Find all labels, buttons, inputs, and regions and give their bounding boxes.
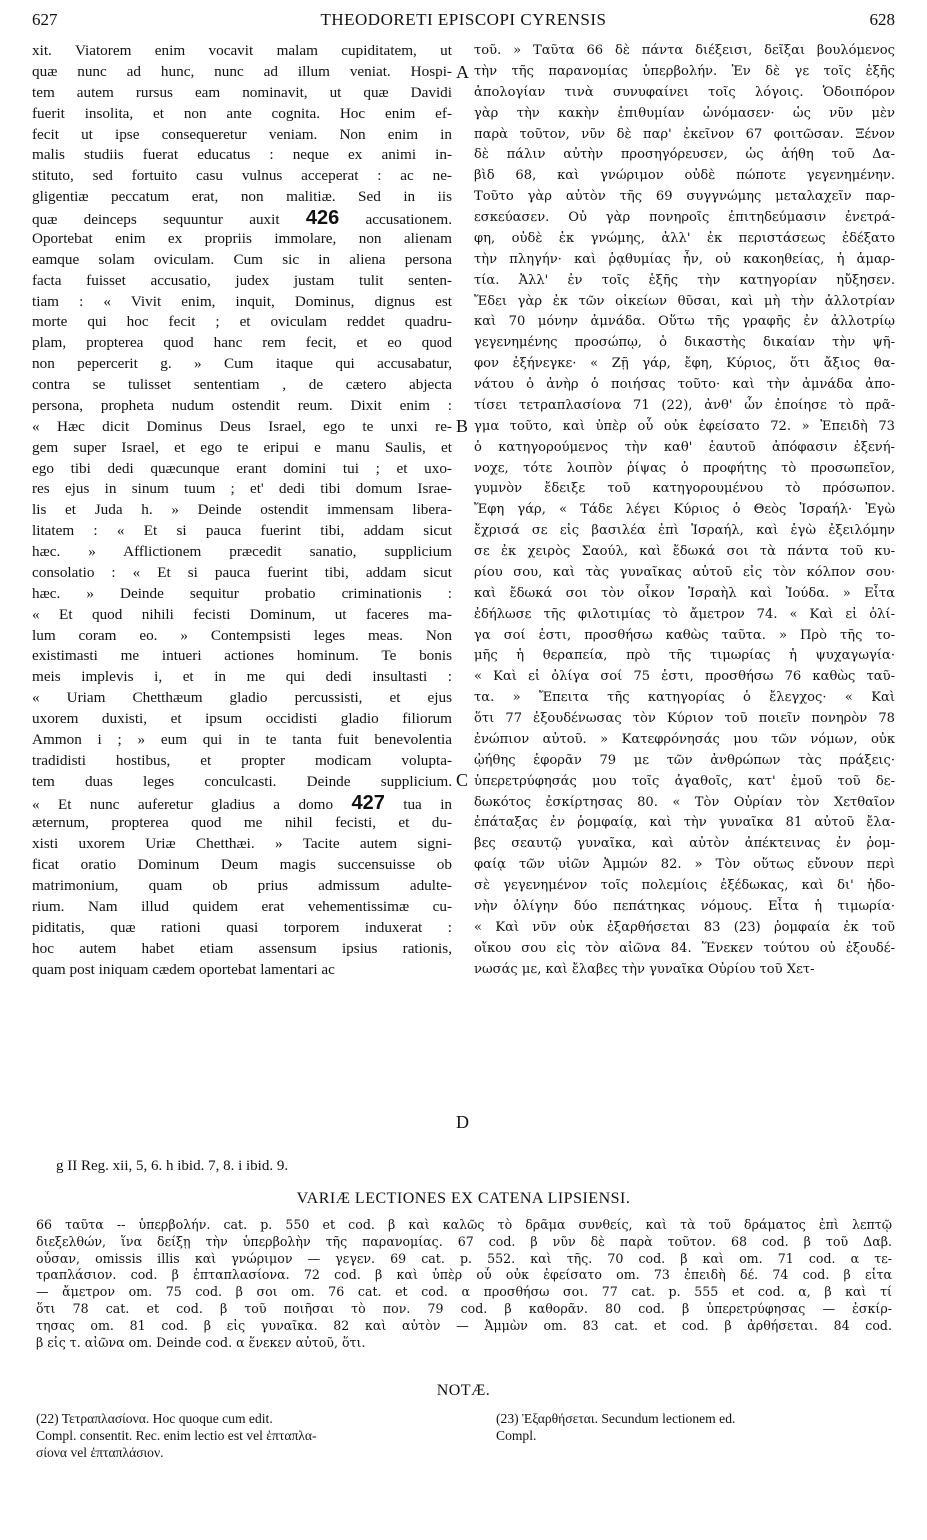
text-line: Τοῦτο γὰρ αὐτὸν τῆς 69 συγγνώμης μεταλαχεῖν παρ- <box>474 189 895 205</box>
text-line: γυμνὸν ἔδειξε τοῦ κατηγορουμένου τὸ πρόσωπον. <box>474 481 895 497</box>
variant-line: τραπλάσιον. cod. β ἑπταπλασίονα. 72 cod. β καὶ ὑπὲρ οὗ οὐκ ἐφείσατο om. 73 ἐπειδὴ δέ. 74 cod. β εἶτα <box>36 1267 892 1283</box>
text-line: xisti uxorem Uriæ Chetthæi. » Tacite autem signi- <box>32 835 452 853</box>
note-line: Compl. <box>496 1428 537 1443</box>
notae-title: NOTÆ. <box>436 1382 491 1399</box>
inline-page-number: 426 <box>305 208 340 229</box>
margin-marker-c: C <box>456 770 469 790</box>
text-line: « Uriam Chetthæum gladio percussisti, et ejus <box>32 689 452 707</box>
page-header <box>32 10 895 34</box>
text-line: ἐδήλωσε τῆς φιλοτιμίας τὸ ἄμετρον 74. « Καὶ εἰ ὀλί- <box>474 606 895 622</box>
text-line: malis studiis fuerat educatus : neque ex animi in- <box>32 146 452 164</box>
note-line: Compl. consentit. Rec. enim lectio est vel ἑπταπλα- <box>36 1428 317 1443</box>
text-line: fecit ut ipse consequeretur veniam. Non enim in <box>32 125 452 143</box>
text-line: ὅτι 77 ἐξουδένωσας τὸν Κύριον τοῦ ποιεῖν πονηρὸν 78 <box>474 711 895 726</box>
variant-line: β εἰς τ. αἰῶνα om. Deinde cod. α ἕνεκεν αὐτοῦ, ὅτι. <box>36 1334 366 1350</box>
text-line: νάτου ὁ ἀνὴρ ὁ ποιήσας τοῦτο· καὶ τὴν ἀμνάδα ἀπο- <box>474 377 895 392</box>
text-line: καὶ 70 μόνην ἀμνάδα. Οὕτω τῆς γραφῆς ἐν ἀλλοτρίῳ <box>474 314 895 330</box>
text-line: « Hæc dicit Dominus Deus Israel, ego te unxi re- <box>32 417 452 435</box>
variant-line: διεξελθών, ἵνα δείξῃ τὴν ὑπερβολὴν τῆς παρανομίας. 67 cod. β νῦν δὲ παρὰ τοῦτον. 68 cod. β τοῦ Δαβ. <box>36 1233 892 1249</box>
text-line: contra se tulisset sententiam , de cætero abjecta <box>32 376 452 393</box>
text-line: lis et Juda h. » Deinde ostendit immensam libera- <box>32 501 452 519</box>
variant-line: οὖσαν, omissis illis καὶ γνώριμον — γεγεν. 69 cat. p. 552. καὶ τῆς. 70 cod. β καὶ om. 71 cod. α τε- <box>36 1250 892 1266</box>
text-line: « Et nunc auferetur gladius a domo 427 tua in <box>32 792 452 814</box>
text-line: γα σοί ἐστι, προσθήσω καθὼς ταῦτα. » Πρὸ τῆς το- <box>474 627 895 643</box>
text-line: non pepercerit g. » Cum itaque qui accusabatur, <box>32 355 452 373</box>
text-line: Oportebat enim ex propriis immolare, non alienam <box>32 229 452 247</box>
text-line: ὁ κατηγορούμενος τὴν καθ' ἑαυτοῦ ἀπόφασιν ἐξενή- <box>474 439 895 455</box>
scripture-footnotes: g II Reg. xii, 5, 6. h ibid. 7, 8. i ibid. 9. <box>56 1158 289 1174</box>
text-line: ficat oratio Dominum Deum magis succensuisse ob <box>32 856 452 874</box>
text-line: matrimonium, quam ob prius admissum adulte- <box>32 877 452 894</box>
text-line: hæc. » Afflictionem præcedit sanatio, supplicium <box>32 543 452 560</box>
text-line: ἀπολογίαν τινὰ συνυφαίνει τοῖς λόγοις. Ὁδοιπόρον <box>474 84 895 100</box>
text-line: καὶ ἔδωκά σοι τὸν οἶκον Ἰσραὴλ καὶ Ἰούδα. » Εἶτα <box>474 585 895 601</box>
text-line: γεγενημένης προσώπῳ, ὁ δικαστὴς δικαίαν τὴν ψῆ- <box>474 335 895 351</box>
text-line: οἴκου σου εἰς τὸν αἰῶνα 84. Ἕνεκεν τούτου οὐ ἐξουδέ- <box>474 940 895 956</box>
running-title: THEODORETI EPISCOPI CYRENSIS <box>320 10 607 29</box>
text-line: τία. Ἀλλ' ἐν τοῖς ἑξῆς τὴν κατηγορίαν ηὔξησεν. <box>474 272 895 288</box>
text-line: res ejus in sinum tuum ; et' dedi tibi domum Israe- <box>32 480 452 498</box>
text-line: τὴν τῆς παρανομίας ὑπερβολήν. Ἐν δὲ γε τοῖς ἑξῆς <box>474 63 895 79</box>
text-line: φη, οὐδὲ ἐκ γνώμης, ἀλλ' ἐκ περιστάσεως ἐδέξατο <box>474 230 895 246</box>
variant-line: — ἄμετρον om. 75 cod. β σοι om. 76 cat. et cod. α προσθήσω σοι. 77 cat. p. 555 et cod. α, β καὶ τί <box>36 1284 892 1300</box>
variant-line: ὅτι 78 cat. et cod. β τοῦ ποιῆσαι τὸ πον. 79 cod. β καθορᾶν. 80 cod. β ὑπερετρύφησας — ἐσκίρ- <box>36 1300 892 1316</box>
page-number-left: 627 <box>32 10 58 29</box>
text-line: νωσάς με, καὶ ἔλαβες τὴν γυναῖκα Οὐρίου τοῦ Χετ- <box>474 961 815 977</box>
text-line: γμα τοῦτο, καὶ ὑπὲρ οὗ οὐκ ἐφείσατο 72. » Ἐπειδὴ 73 <box>474 418 895 434</box>
inline-page-number: 427 <box>351 792 385 814</box>
text-line: æternum, propterea quod me nihil fecisti, et du- <box>32 814 452 832</box>
text-line: ego tibi dedi quæcunque erant domini tui ; et uxo- <box>32 459 452 477</box>
page-number-right: 628 <box>869 10 895 29</box>
text-line: « Καὶ εἰ ὀλίγα σοί 75 ἐστι, προσθήσω 76 καθὼς ταῦ- <box>474 669 895 685</box>
text-line: morte qui hoc fecit ; et oviculam reddet quadru- <box>32 313 452 331</box>
text-line: ἐπάταξας ἐν ῥομφαίᾳ, καὶ τὴν γυναῖκα 81 αὐτοῦ ἔλα- <box>474 815 895 831</box>
text-line: φον ἐξήνεγκε· « Ζῇ γάρ, ἔφη, Κύριος, ὅτι ἄξιος θα- <box>474 356 895 372</box>
text-line: « Et quod nihili fecisti Dominum, ut faceres ma- <box>32 605 452 623</box>
text-line: consolatio : « Et si pauca fuerint tibi, addam sicut <box>32 563 452 581</box>
note-line: σίονα vel ἑπταπλάσιον. <box>36 1445 164 1460</box>
text-line: « Καὶ νῦν οὐκ ἐξαρθήσεται 83 (23) ῥομφαία ἐκ τοῦ <box>474 919 895 935</box>
text-line: gligentiæ peccatum erat, non malitiæ. Sed in iis <box>32 188 452 206</box>
text-line: piditatis, quæ rationi quasi torporem induxerat : <box>32 918 452 936</box>
text-line: σὲ γεγενημένον τοῖς πολεμίοις ἐξέδωκας, καὶ δι' ἡδο- <box>474 878 895 893</box>
text-line: hoc autem habet etiam assensum ipsius rationis, <box>32 939 452 957</box>
text-line: ἐνώπιον αὐτοῦ. » Κατεφρόνησάς μου τῶν νόμων, οὐκ <box>474 731 895 747</box>
margin-marker-d: D <box>456 1112 469 1132</box>
text-line: νοχε, τότε λοιπὸν ῥίψας ὁ προφήτης τὸ προσωπεῖον, <box>474 460 895 476</box>
text-line: tem duas leges conculcasti. Deinde supplicium. <box>32 772 452 790</box>
text-line: δὲ πάλιν αὐτὴν προσηγόρευσεν, ὡς ἀήθη τοῦ Δα- <box>474 147 895 163</box>
text-line: σε ἐκ χειρὸς Σαούλ, καὶ ἔδωκά σοι τὰ πάντα τοῦ κυ- <box>474 544 895 559</box>
text-line: persona, propheta nudum ostendit reum. Dixit enim : <box>32 396 452 414</box>
margin-marker-a: A <box>456 62 469 82</box>
text-line: βὶδ 68, καὶ γνώριμον οὐδὲ πώποτε γεγενημένην. <box>474 168 895 184</box>
text-line: xit. Viatorem enim vocavit malam cupiditatem, ut <box>32 42 452 59</box>
text-line: παρὰ τοῦτον, νῦν δὲ παρ' ἐκεῖνον 67 φοιτῶσαν. Ξένον <box>474 126 895 142</box>
text-line: tem autem rursus eam nominavit, ut quæ Davidi <box>32 83 452 101</box>
text-line: Ammon i ; » eum qui in te tanta fuit benevolentia <box>32 730 452 748</box>
text-line: νὴν ὀλίγην δύο πεπάτηκας νόμους. Εἶτα ἡ τιμωρία· <box>474 898 895 914</box>
text-line: meis implevis i, et in me qui dedi insultasti : <box>32 668 452 686</box>
note-line: (22) Τετραπλασίονα. Hoc quoque cum edit. <box>36 1411 273 1426</box>
text-line: γὰρ τὴν κακὴν ἐπιθυμίαν ὠνόμασεν· ὡς νῦν μὲν <box>474 105 895 121</box>
text-line: βες σεαυτῷ γυναῖκα, καὶ αὐτὸν ἀπέκτεινας ἐν ῥομ- <box>474 836 895 852</box>
margin-marker-b: B <box>456 416 469 436</box>
text-line: tiam : « Vivit enim, inquit, Dominus, dignus est <box>32 292 452 310</box>
text-line: τίσει τετραπλασίονα 71 (22), ἀνθ' ὧν ἐποίησε τὸ πρᾶ- <box>474 397 895 413</box>
text-line: fuerit insolita, et non ante cognita. Hoc enim ef- <box>32 104 452 122</box>
text-line: τοῦ. » Ταῦτα 66 δὲ πάντα διέξεισι, δεῖξαι βουλόμενος <box>474 43 895 58</box>
text-line: uxorem duxisti, et ipsum occidisti gladio filiorum <box>32 710 452 727</box>
text-line: τα. » Ἔπειτα τῆς κατηγορίας ὁ ἔλεγχος· « Καὶ <box>474 690 895 706</box>
text-line: τὴν πληγήν· καὶ ῥᾳθυμίας ἦν, οὐ κακοηθείας, ἡ ἁμαρ- <box>474 251 895 267</box>
text-line: ρίου σου, καὶ τὰς γυναῖκας αὐτοῦ εἰς τὸν κόλπον σου· <box>474 564 895 580</box>
text-line: μῆς ἡ θεραπεία, πρὸ τῆς τιμωρίας ἡ ψυχαγωγία· <box>474 648 895 664</box>
notae-right <box>496 1410 892 1444</box>
text-line: hæc. » Deinde sequitur probatio criminationis : <box>32 584 452 602</box>
variant-line: 66 ταῦτα -- ὑπερβολήν. cat. p. 550 et cod. β καὶ καλῶς τὸ δρᾶμα συνθείς, καὶ τὰ τοῦ δράματος ἐπὶ λεπτῷ <box>36 1217 892 1232</box>
text-line: ἔχρισά σε εἰς βασιλέα ἐπὶ Ἰσραήλ, καὶ ἐγὼ ἐξειλόμην <box>474 523 895 539</box>
text-line: ᾠήθης ἐφορᾶν 79 με τῶν ἀνθρώπων τὰς πράξεις· <box>474 752 895 768</box>
variae-lectiones <box>36 1217 892 1351</box>
text-line: quam post iniquam cædem oportebat lamentari ac <box>32 960 335 978</box>
text-line: existimasti me intueri actiones hominum. Te bonis <box>32 647 452 665</box>
text-line: lum coram eo. » Contempsisti leges meas. Non <box>32 626 452 644</box>
text-line: εσκεύασεν. Οὐ γὰρ πονηροῖς ἐπιτηδεύμασιν ἐνετρά- <box>474 210 895 225</box>
text-line: litatem : « Et si pauca fuerint tibi, addam sicut <box>32 522 452 540</box>
text-line: φαίᾳ τῶν υἱῶν Ἀμμών 82. » Τὸν οὕτως εὔνουν περὶ <box>474 857 895 873</box>
text-line: δωκότος ἐσκίρτησας 80. « Τὸν Οὐρίαν τὸν Χετθαῖον <box>474 794 895 810</box>
text-line: plam, propterea quod hanc rem fecit, et eo quod <box>32 334 452 352</box>
variant-line: τησας om. 81 cod. β εἰς γυναῖκα. 82 καὶ αὐτὸν — Ἀμμὼν om. 83 cat. et cod. β ἀρθήσεται. 84 cod. <box>36 1317 892 1333</box>
text-line: ὑπερετρύφησάς μου τοῖς ἀγαθοῖς, κατ' ἐμοῦ τοῦ δε- <box>474 773 895 789</box>
text-line: gem super Israel, et ego te eripui e manu Saulis, et <box>32 438 452 456</box>
notae-left <box>36 1410 454 1461</box>
text-line: eamque solam oviculam. Cum sic in aliena persona <box>32 250 452 268</box>
text-line: rium. Nam illud quidem erat vehementissimæ cu- <box>32 897 452 915</box>
greek-column <box>474 41 895 1156</box>
latin-column <box>32 41 452 1156</box>
text-line: facta fuisset accusatio, judex justam tulit senten- <box>32 271 452 289</box>
text-line: quæ nunc ad hunc, nunc ad illum veniat. Hospi- <box>32 62 452 80</box>
text-line: Ἔδει γὰρ ἐκ τῶν οἰκείων θῦσαι, καὶ μὴ τὴν ἀλλοτρίαν <box>474 293 895 309</box>
text-line: Ἔφη γάρ, « Τάδε λέγει Κύριος ὁ Θεὸς Ἰσραήλ· Ἐγὼ <box>474 502 895 518</box>
text-line: quæ deinceps sequuntur auxit 426 accusationem. <box>32 208 452 229</box>
variae-title: VARIÆ LECTIONES EX CATENA LIPSIENSI. <box>296 1190 631 1207</box>
text-line: stituto, sed fortuito casu vulnus acceperat : ac ne- <box>32 167 452 185</box>
text-line: tradidisti hostibus, et propter modicam volupta- <box>32 751 452 769</box>
note-line: (23) Ἐξαρθήσεται. Secundum lectionem ed. <box>496 1411 736 1426</box>
